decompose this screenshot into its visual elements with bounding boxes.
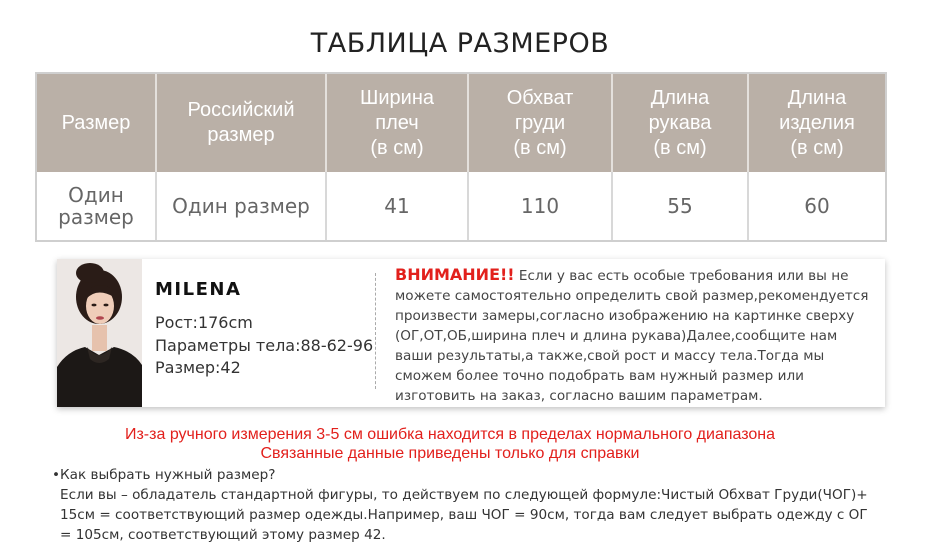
header-sleeve-length: Длина рукава (в см): [648, 86, 712, 159]
header-russian-size: Российский размер: [187, 99, 295, 146]
header-size: Размер: [61, 111, 131, 134]
model-height: Рост:176cm: [155, 313, 253, 332]
card-divider: [375, 273, 376, 389]
cell-russian-size: Один размер: [172, 194, 310, 218]
cell-chest: 110: [520, 194, 560, 218]
cell-shoulder-width: 41: [384, 194, 410, 218]
disclaimer-line-2: Связанные данные приведены только для справки: [260, 445, 640, 462]
notice-text: [395, 265, 875, 406]
cell-size: Один размер: [58, 183, 134, 229]
size-table: [35, 72, 887, 242]
howto-answer: Если вы – обладатель стандартной фигуры, то действуем по следующей формуле:Чистый Обхват Груди(ЧОГ)+ 15cм = соответствующий размер одежды.Например, ваш ЧОГ = 90см, тогда вам следует выбрать одежду с ОГ = 105см, соответствующий этому размер 42.: [60, 487, 868, 543]
page-title: ТАБЛИЦА РАЗМЕРОВ: [310, 28, 610, 59]
cell-sleeve-length: 55: [667, 194, 693, 218]
cell-garment-length: 60: [804, 194, 830, 218]
header-garment-length: Длина изделия (в см): [779, 86, 855, 159]
header-chest: Обхват груди (в см): [506, 86, 574, 159]
model-params: Параметры тела:88-62-96: [155, 336, 374, 355]
howto-question: •Как выбрать нужный размер?: [52, 467, 276, 483]
model-card: [57, 259, 885, 407]
model-name: MILENA: [155, 279, 242, 300]
model-photo: [57, 259, 142, 407]
howto-section: [52, 465, 882, 545]
header-shoulder-width: Ширина плеч (в см): [360, 86, 434, 159]
disclaimer-line-1: Из-за ручного измерения 3-5 см ошибка находится в пределах нормального диапазона: [124, 426, 776, 443]
table-header-row: [37, 74, 885, 172]
table-row: [37, 172, 885, 240]
notice-body: Если у вас есть особые требования или вы не можете самостоятельно определить свой размер,рекомендуется произвести замеры,согласно изображению на картинке сверху (ОГ,ОТ,ОБ,ширина плеч и длина рукава)Далее,сообщите нам ваши результаты,а также,свой рост и массу тела.Тогда мы сможем более точно подобрать вам нужный размер или изготовить на заказ, согласно вашим параметрам.: [395, 268, 869, 404]
warning-label: ВНИМАНИЕ!!: [395, 265, 515, 284]
model-size: Размер:42: [155, 358, 241, 377]
